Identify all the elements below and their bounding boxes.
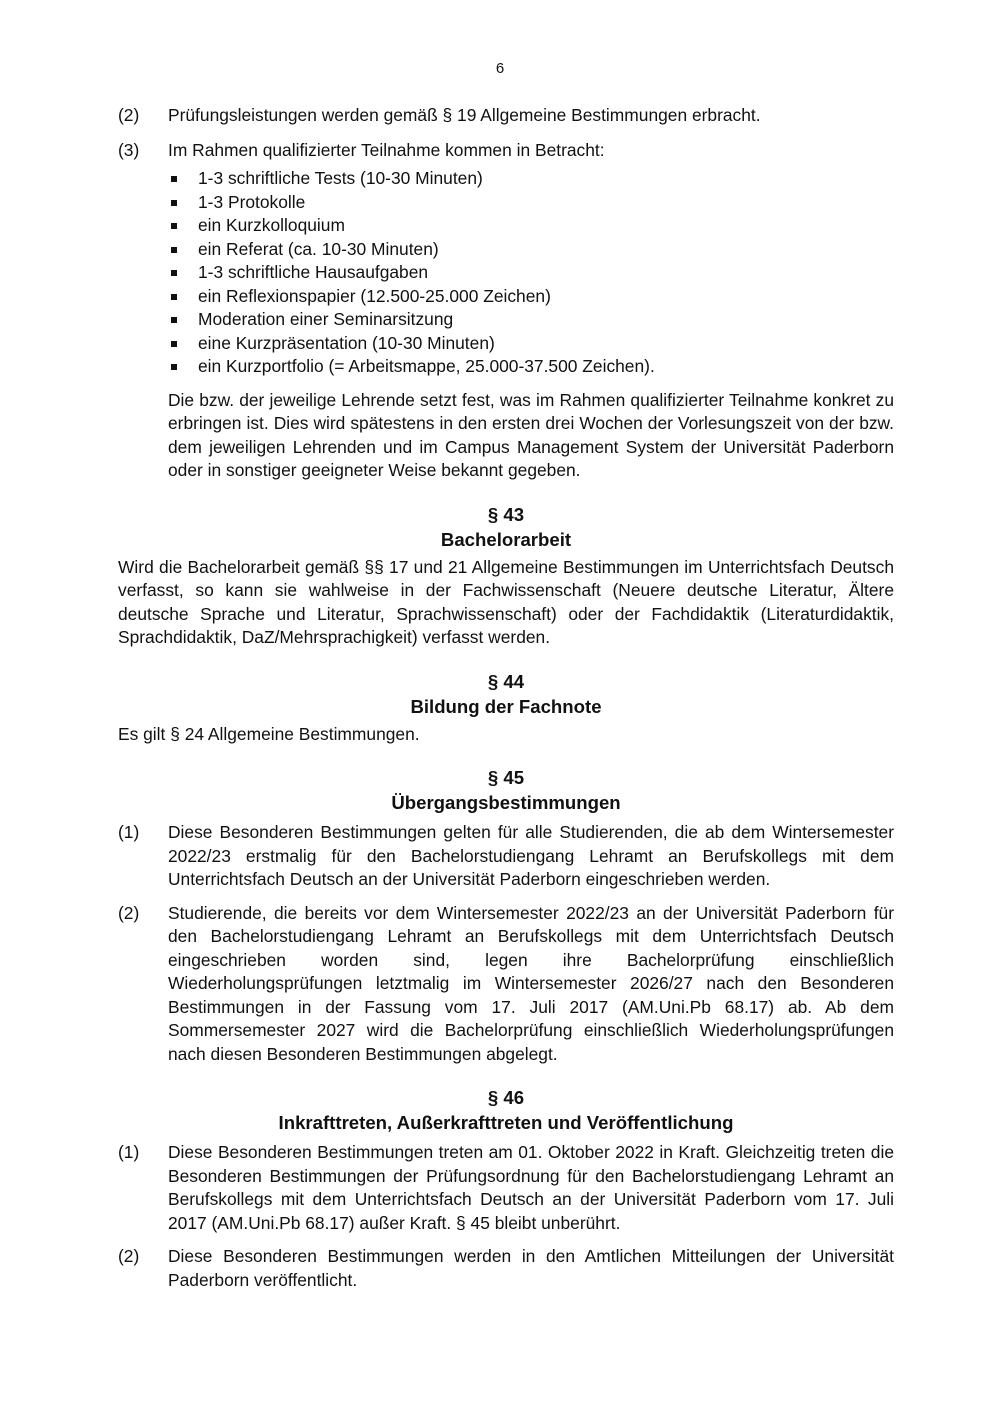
section-number-46: § 46 [487,1087,525,1108]
page-number: 6 [495,60,505,77]
section-title-46: Inkrafttreten, Außerkrafttreten und Veröffentlichung [278,1112,734,1133]
list-item: ein Kurzkolloquium [168,214,894,238]
section-title-45: Übergangsbestimmungen [391,792,621,813]
paragraph-number: (1) [118,822,140,842]
list-item: ein Referat (ca. 10-30 Minuten) [168,238,894,262]
bullet-square-icon [171,364,177,370]
paragraph-45-1 [118,821,894,892]
section-title-43: Bachelorarbeit [440,528,572,550]
bullet-square-icon [171,223,177,229]
list-item: Moderation einer Seminarsitzung [168,308,894,332]
paragraph-text: Im Rahmen qualifizierter Teilnahme kommen in Betracht: [168,139,605,160]
paragraph-text: Diese Besonderen Bestimmungen gelten für alle Studierenden, die ab dem Wintersemester 2022/23 erstmalig für den Bachelorstudiengang Lehramt an Berufskollegs mit dem Unterrichtsfach Deutsch an der Universität Paderborn eingeschrieben werden. [168,822,894,889]
page-content [118,104,894,1292]
list-item: ein Kurzportfolio (= Arbeitsmappe, 25.000-37.500 Zeichen). [168,355,894,379]
section-number-45: § 45 [487,767,525,788]
qualified-participation-note: Die bzw. der jeweilige Lehrende setzt fest, was im Rahmen qualifizierter Teilnahme konkret zu erbringen ist. Dies wird spätestens in den ersten drei Wochen der Vorlesungszeit von der bzw. dem jeweiligen Lehrenden und im Campus Management System der Universität Paderborn oder in sonstiger geeigneter Weise bekannt gegeben. [168,389,894,480]
paragraph-42-3 [118,139,894,163]
paragraph-46-2 [118,1245,894,1292]
paragraph-number: (2) [118,105,140,125]
list-item: ein Reflexionspapier (12.500-25.000 Zeichen) [168,285,894,309]
section-number-44: § 44 [487,670,525,692]
paragraph-text: Prüfungsleistungen werden gemäß § 19 Allgemeine Bestimmungen erbracht. [168,105,761,125]
bullet-square-icon [171,247,177,253]
section-number-43: § 43 [487,503,525,525]
section-44-text: Es gilt § 24 Allgemeine Bestimmungen. [118,723,420,744]
list-item: eine Kurzpräsentation (10-30 Minuten) [168,332,894,356]
paragraph-42-2 [118,104,894,128]
paragraph-text: Diese Besonderen Bestimmungen werden in den Amtlichen Mitteilungen der Universität Paderborn veröffentlicht. [168,1246,894,1290]
paragraph-45-2 [118,902,894,1067]
bullet-list [118,167,894,379]
bullet-square-icon [171,200,177,206]
bullet-square-icon [171,341,177,347]
bullet-square-icon [171,317,177,323]
list-item: 1-3 Protokolle [168,191,894,215]
paragraph-number: (2) [118,1246,140,1266]
paragraph-text: Studierende, die bereits vor dem Wintersemester 2022/23 an der Universität Paderborn für den Bachelorstudiengang Lehramt an Berufskollegs mit dem Unterrichtsfach Deutsch eingeschrieben worden sind, legen ihre Bachelorprüfung einschließlich Wiederholungsprüfungen letztmalig im Wintersemester 2026/27 nach den Besonderen Bestimmungen in der Fassung vom 17. Juli 2017 (AM.Uni.Pb 68.17) ab. Ab dem Sommersemester 2027 wird die Bachelorprüfung einschließlich Wiederholungsprüfungen nach diesen Besonderen Bestimmungen abgelegt. [168,902,894,1064]
bullet-square-icon [171,270,177,276]
paragraph-number: (1) [118,1142,140,1162]
paragraph-number: (3) [118,139,140,160]
section-title-44: Bildung der Fachnote [410,695,602,717]
paragraph-46-1 [118,1141,894,1235]
section-43-text: Wird die Bachelorarbeit gemäß §§ 17 und 21 Allgemeine Bestimmungen im Unterrichtsfach Deutsch verfasst, so kann sie wahlweise in der Fachwissenschaft (Neuere deutsche Literatur, Ältere deutsche Sprache und Literatur, Sprachwissenschaft) oder der Fachdidaktik (Literaturdidaktik, Sprachdidaktik, DaZ/Mehrsprachigkeit) verfasst werden. [118,556,894,647]
paragraph-text: Diese Besonderen Bestimmungen treten am 01. Oktober 2022 in Kraft. Gleichzeitig treten die Besonderen Bestimmungen der Prüfungsordnung für den Bachelorstudiengang Lehramt an Berufskollegs mit dem Unterrichtsfach Deutsch an der Universität Paderborn vom 17. Juli 2017 (AM.Uni.Pb 68.17) außer Kraft. § 45 bleibt unberührt. [168,1142,894,1233]
bullet-square-icon [171,294,177,300]
paragraph-number: (2) [118,902,140,923]
bullet-square-icon [171,176,177,182]
list-item: 1-3 schriftliche Hausaufgaben [168,261,894,285]
list-item: 1-3 schriftliche Tests (10-30 Minuten) [168,167,894,191]
